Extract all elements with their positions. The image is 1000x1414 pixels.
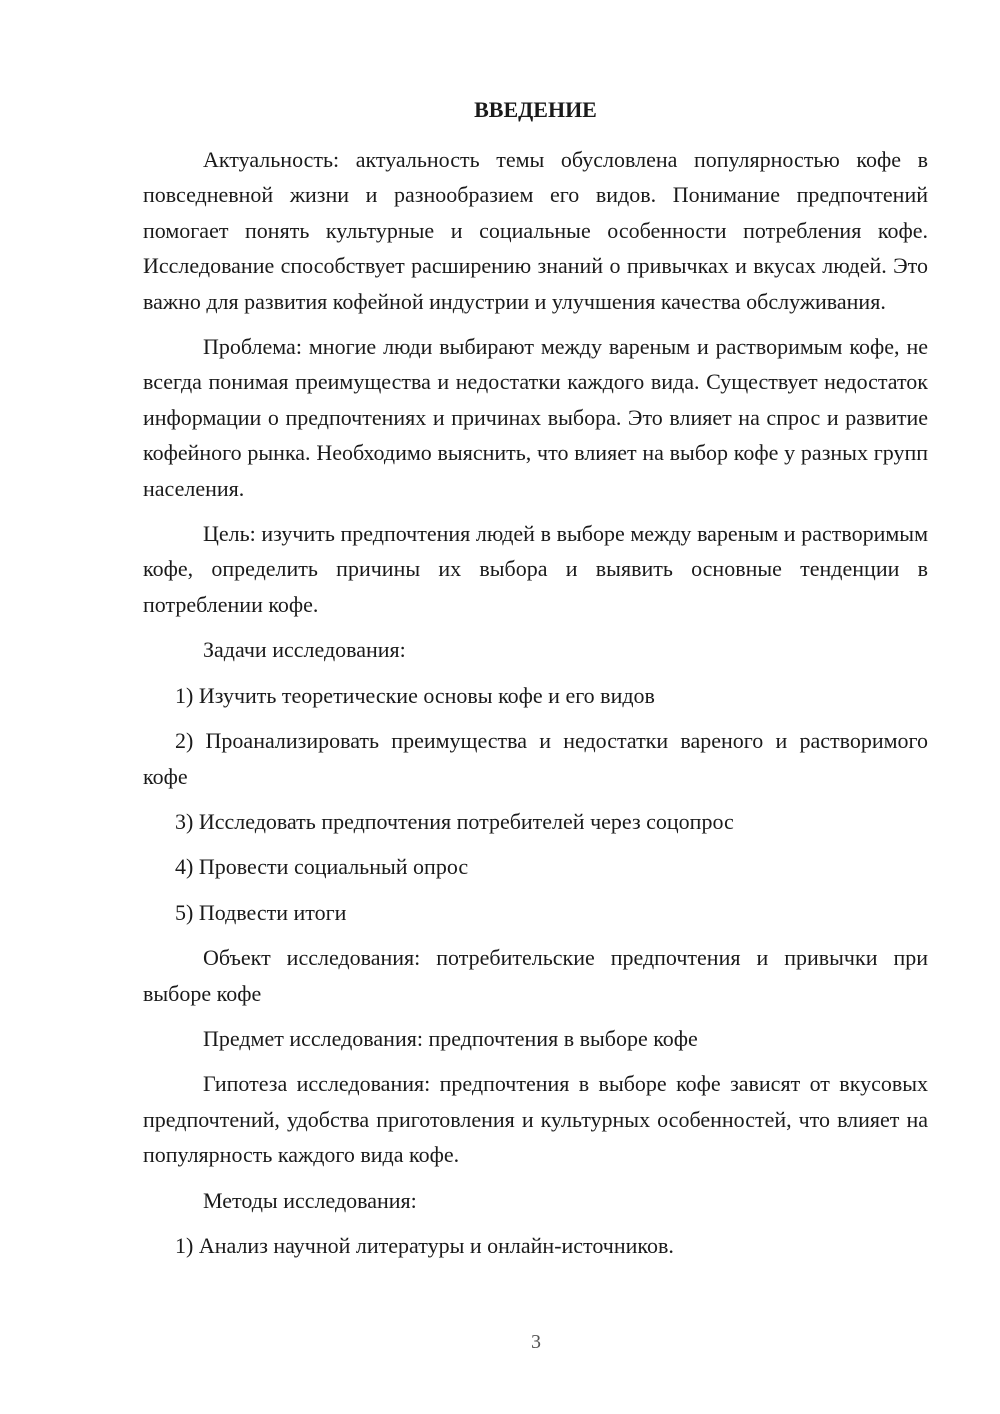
page-number: 3 xyxy=(531,1331,541,1353)
page-title: ВВЕДЕНИЕ xyxy=(474,97,597,122)
paragraph-relevance: Актуальность: актуальность темы обусловлена популярностью кофе в повседневной жизни и разнообразием его видов. Понимание предпочтений помогает понять культурные и социальные особенности потребления кофе. Исследование способствует расширению знаний о привычках и вкусах людей. Это важно для развития кофейной индустрии и улучшения качества обслуживания. xyxy=(143,147,928,314)
paragraph-problem: Проблема: многие люди выбирают между вареным и растворимым кофе, не всегда понимая преимущества и недостатки каждого вида. Существует недостаток информации о предпочтениях и причинах выбора. Это влияет на спрос и развитие кофейного рынка. Необходимо выяснить, что влияет на выбор кофе у разных групп населения. xyxy=(143,334,928,501)
method-item-1: 1) Анализ научной литературы и онлайн-источников. xyxy=(175,1232,674,1258)
page-content xyxy=(143,92,928,1273)
paragraph-goal: Цель: изучить предпочтения людей в выборе между вареным и растворимым кофе, определить причины их выбора и выявить основные тенденции в потреблении кофе. xyxy=(143,521,928,617)
paragraph-object: Объект исследования: потребительские предпочтения и привычки при выборе кофе xyxy=(143,945,928,1006)
paragraph-hypothesis: Гипотеза исследования: предпочтения в выборе кофе зависят от вкусовых предпочтений, удобства приготовления и культурных особенностей, что влияет на популярность каждого вида кофе. xyxy=(143,1071,928,1168)
task-item-5: 5) Подвести итоги xyxy=(175,899,347,925)
task-item-2: 2) Проанализировать преимущества и недостатки вареного и растворимого кофе xyxy=(143,728,928,789)
task-item-3: 3) Исследовать предпочтения потребителей через соцопрос xyxy=(175,808,734,834)
paragraph-methods-title: Методы исследования: xyxy=(203,1187,417,1213)
paragraph-tasks-title: Задачи исследования: xyxy=(203,637,406,663)
task-item-4: 4) Провести социальный опрос xyxy=(175,854,469,880)
paragraph-subject: Предмет исследования: предпочтения в выборе кофе xyxy=(203,1025,698,1051)
task-item-1: 1) Изучить теоретические основы кофе и его видов xyxy=(175,682,655,708)
